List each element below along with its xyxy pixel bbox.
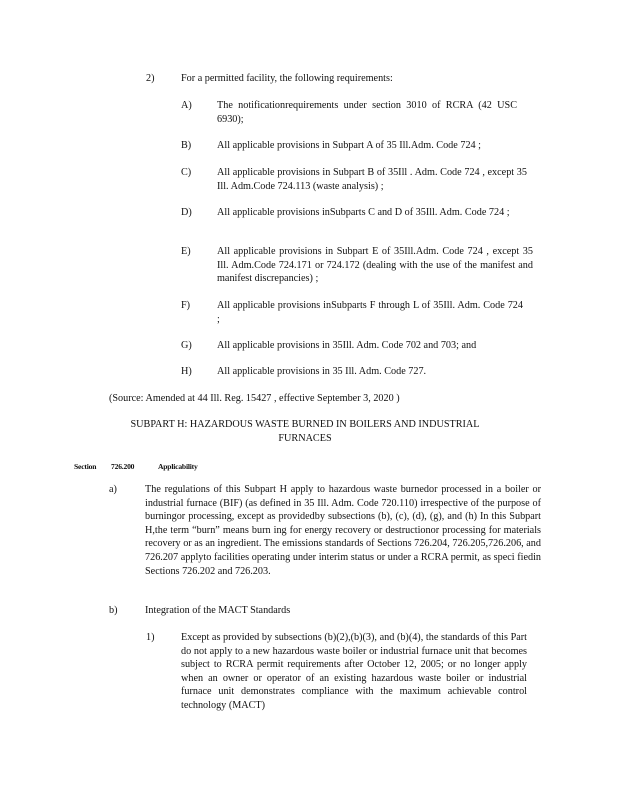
subitem-b-text: All applicable provisions in Subpart A of 35 Ill.Adm. Code 724 ; xyxy=(217,140,482,151)
subitem-h-label: H) xyxy=(181,366,192,377)
section-title: Applicability xyxy=(158,462,198,471)
subitem-f-text: All applicable provisions inSubparts F through L of 35Ill. Adm. Code 724 ; xyxy=(217,300,523,325)
subitem-d-text: All applicable provisions inSubparts C and D of 35Ill. Adm. Code 724 ; xyxy=(217,207,510,218)
item-2-text: For a permitted facility, the following requirements: xyxy=(181,73,393,84)
subitem-e-label: E) xyxy=(181,246,191,257)
subitem-e-text: All applicable provisions in Subpart E of 35Ill.Adm. Code 724 , except 35 Ill. Adm.Code 724.171 or 724.172 (dealing with the use of the manifest and manifest discrepancies) ; xyxy=(217,246,533,285)
section-number: 726.200 xyxy=(111,462,135,471)
subitem-c-label: C) xyxy=(181,167,192,178)
subitem-f-label: F) xyxy=(181,300,191,311)
subitem-d-label: D) xyxy=(181,207,192,218)
subitem-b-label: B) xyxy=(181,140,192,151)
para-a-text: The regulations of this Subpart H apply to hazardous waste burnedor processed in a boiler or industrial furnace (BIF) (as defined in 35 Ill. Adm. Code 720.110) irrespective of the purpose of burningor processing, except as providedby subsections (b), (c), (d), (g), and (h) In this Subpart H,the term “burn” means burn ing for energy recovery or destructionor processing for materials recovery or as an ingredient. The emissions standards of Sections 726.204, 726.205,726.206, and 726.207 applyto facilities operating under interim status or under a RCRA permit, as speci fiedin Sections 726.202 and 726.203. xyxy=(145,484,541,577)
subitem-h-text: All applicable provisions in 35 Ill. Adm. Code 727. xyxy=(217,366,427,377)
subitem-g-text: All applicable provisions in 35Ill. Adm. Code 702 and 703; and xyxy=(217,340,477,351)
subitem-a-label: A) xyxy=(181,100,192,111)
para-b1-label: 1) xyxy=(146,632,155,643)
para-b-heading: Integration of the MACT Standards xyxy=(145,605,291,616)
section-label: Section xyxy=(74,462,97,471)
source-note: (Source: Amended at 44 Ill. Reg. 15427 , effective September 3, 2020 ) xyxy=(109,393,400,404)
para-b1-text: Except as provided by subsections (b)(2),(b)(3), and (b)(4), the standards of this Part do not apply to a new hazardous waste boiler or industrial furnace unit that becomes subject to RCRA permit requirements after October 12, 2005; or no longer apply when an owner or operator of an existing hazardous waste boiler or industrial furnace unit demonstrates compliance with the maximum achievable control technology (MACT) xyxy=(181,632,527,711)
subpart-title: SUBPART H: HAZARDOUS WASTE BURNED IN BOILERS AND INDUSTRIAL FURNACES xyxy=(130,419,480,444)
para-b-label: b) xyxy=(109,605,118,616)
subitem-g-label: G) xyxy=(181,340,192,351)
para-a-label: a) xyxy=(109,484,117,495)
subitem-a-text: The notificationrequirements under section 3010 of RCRA (42 USC 6930); xyxy=(217,100,517,125)
item-2-label: 2) xyxy=(146,73,155,84)
subitem-c-text: All applicable provisions in Subpart B of 35Ill . Adm. Code 724 , except 35 Ill. Adm.Code 724.113 (waste analysis) ; xyxy=(217,167,527,192)
